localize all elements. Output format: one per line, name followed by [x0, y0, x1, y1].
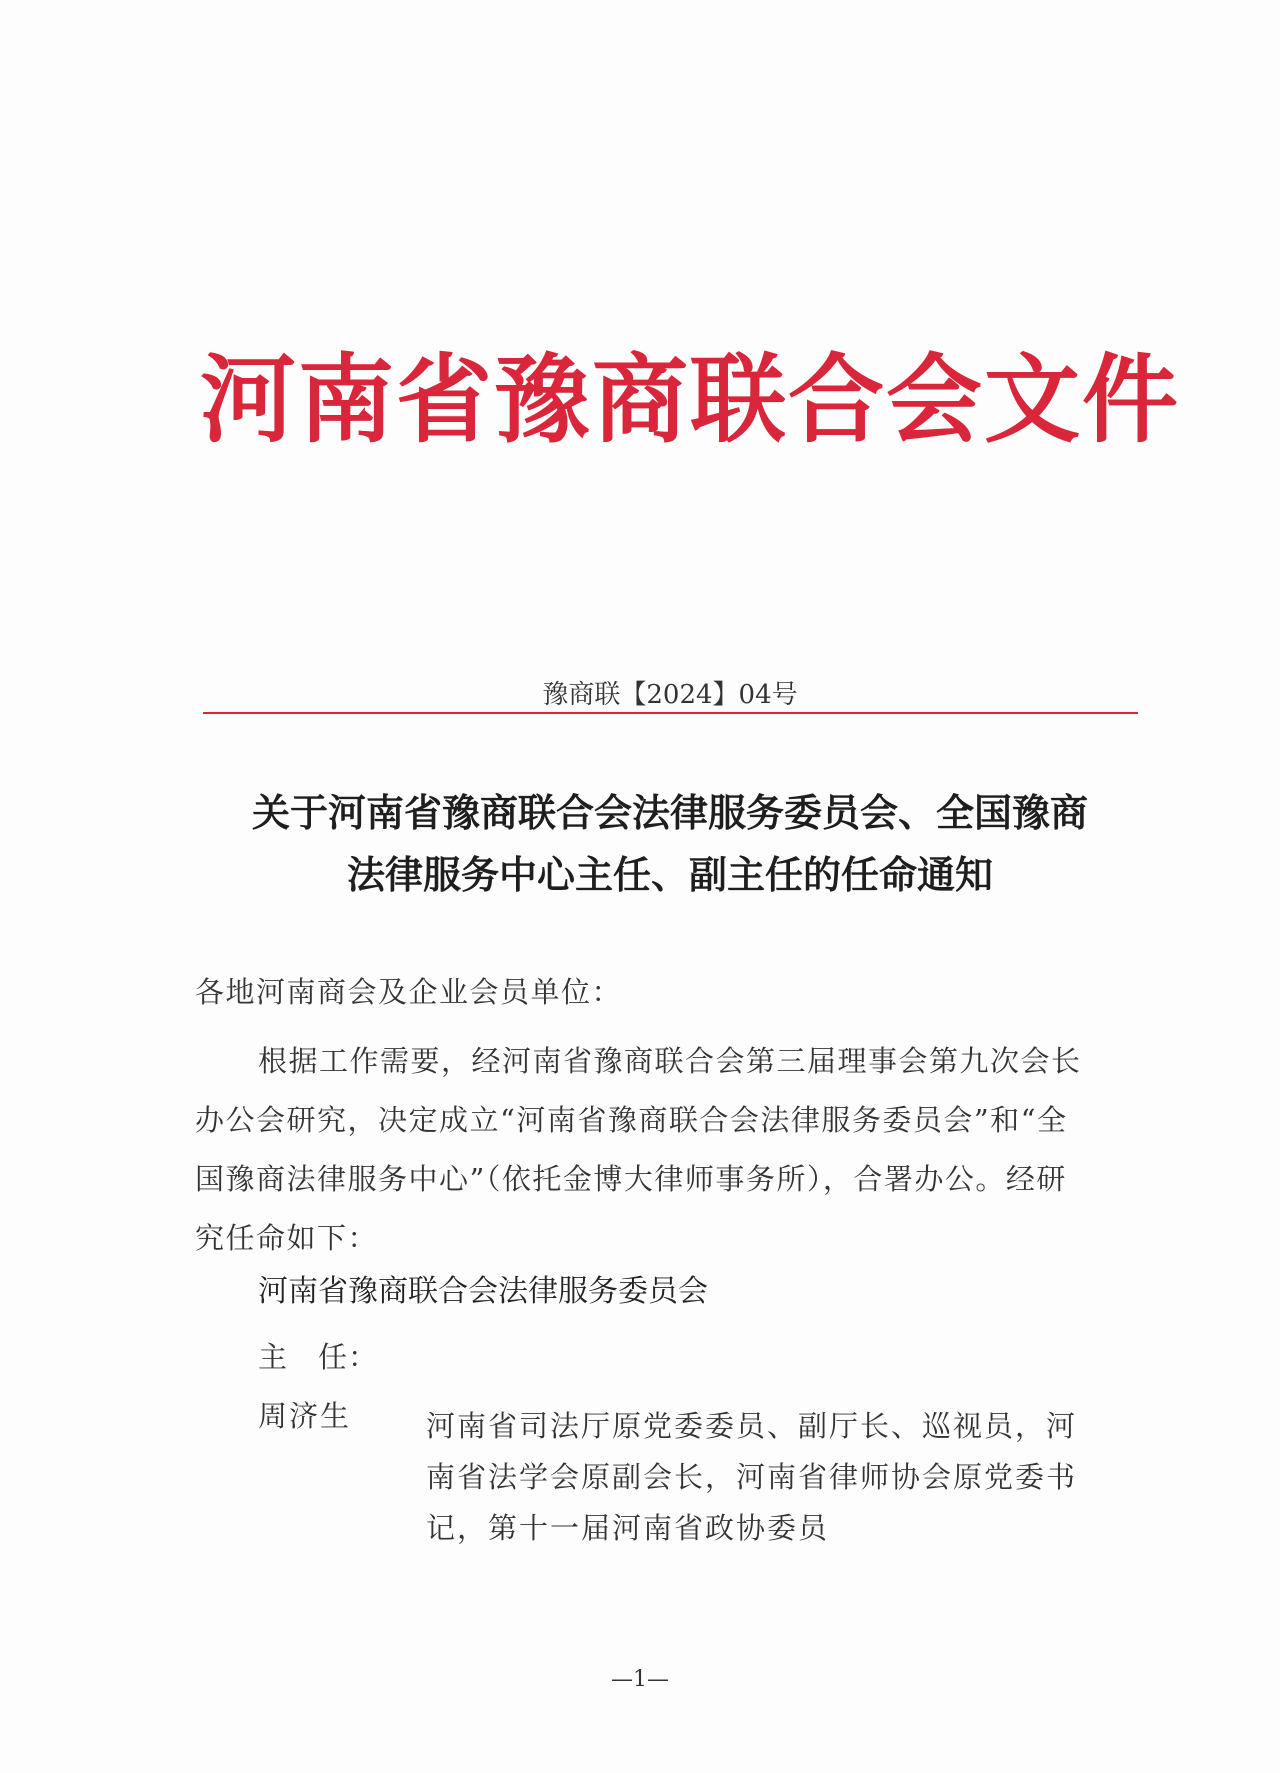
page-number: —1—	[611, 1667, 669, 1692]
committee-heading: 河南省豫商联合会法律服务委员会	[258, 1274, 708, 1309]
body-line: 国豫商法律服务中心”（依托金博大律师事务所），合署办公。经研	[195, 1162, 1067, 1196]
appointee-description-line: 南省法学会原副会长，河南省律师协会原党委书	[426, 1460, 1078, 1494]
role-label: 主 任：	[258, 1340, 379, 1374]
body-paragraph	[195, 1032, 1145, 1268]
appointee-description-line: 记，第十一届河南省政协委员	[426, 1511, 830, 1545]
appointee-description	[426, 1396, 1126, 1559]
document-title-line-2: 法律服务中心主任、副主任的任命通知	[346, 852, 993, 897]
document-title-line-1: 关于河南省豫商联合会法律服务委员会、全国豫商	[251, 790, 1088, 835]
appointee-description-line: 河南省司法厅原党委委员、副厅长、巡视员，河	[426, 1409, 1078, 1443]
salutation: 各地河南商会及企业会员单位：	[195, 975, 623, 1009]
body-line: 究任命如下：	[195, 1221, 379, 1255]
appointee-name: 周济生	[258, 1399, 352, 1433]
document-title	[180, 782, 1160, 906]
body-line: 办公会研究，决定成立“河南省豫商联合会法律服务委员会”和“全	[195, 1103, 1068, 1137]
body-line: 根据工作需要，经河南省豫商联合会第三届理事会第九次会长	[258, 1044, 1082, 1078]
document-number: 豫商联【2024】04号	[542, 680, 798, 710]
red-divider-line	[203, 712, 1138, 714]
document-masthead: 河南省豫商联合会文件	[200, 343, 1180, 456]
